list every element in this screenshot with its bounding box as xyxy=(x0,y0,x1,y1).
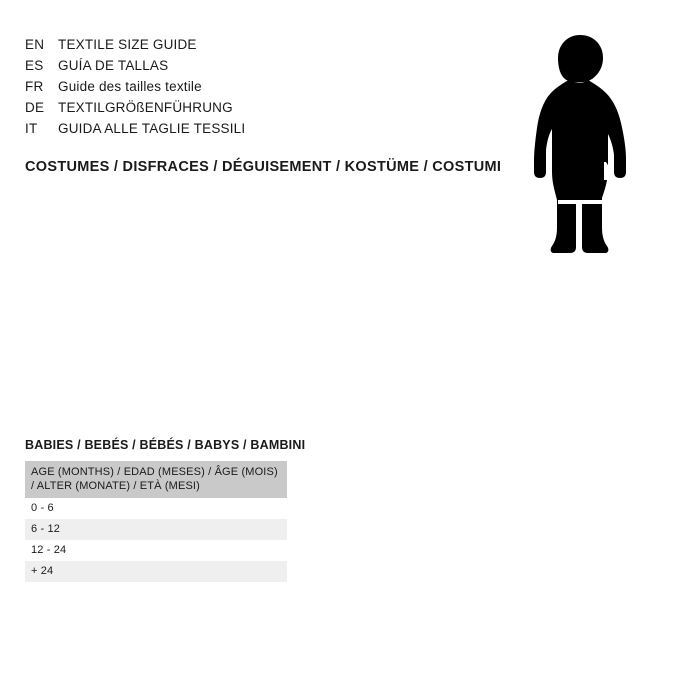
language-code-de: DE xyxy=(25,100,45,115)
table-cell-age: + 24 xyxy=(25,561,287,582)
language-code-en: EN xyxy=(25,37,45,52)
language-text-de: TEXTILGRÖßENFÜHRUNG xyxy=(58,100,233,115)
language-code-es: ES xyxy=(25,58,44,73)
table-row xyxy=(25,519,287,540)
category-title: COSTUMES / DISFRACES / DÉGUISEMENT / KOSTÜME / COSTUMI xyxy=(25,159,502,175)
language-text-es: GUÍA DE TALLAS xyxy=(58,58,169,73)
language-text-it: GUIDA ALLE TAGLIE TESSILI xyxy=(58,121,246,136)
language-row-es xyxy=(25,55,445,76)
language-row-it xyxy=(25,118,445,139)
table-row xyxy=(25,540,287,561)
language-row-fr xyxy=(25,76,445,97)
size-table xyxy=(25,461,287,582)
language-list xyxy=(25,34,445,139)
table-row xyxy=(25,498,287,519)
table-header-row xyxy=(25,461,287,498)
language-text-en: TEXTILE SIZE GUIDE xyxy=(58,37,197,52)
language-code-it: IT xyxy=(25,121,38,136)
language-text-fr: Guide des tailles textile xyxy=(58,79,202,94)
size-table-title: BABIES / BEBÉS / BÉBÉS / BABYS / BAMBINI xyxy=(25,438,306,452)
table-cell-age: 6 - 12 xyxy=(25,519,287,540)
table-header-age: AGE (MONTHS) / EDAD (MESES) / ÂGE (MOIS) / ALTER (MONATE) / ETÀ (MESI) xyxy=(25,461,287,498)
toddler-silhouette-icon xyxy=(500,22,660,262)
table-cell-age: 0 - 6 xyxy=(25,498,287,519)
table-row xyxy=(25,561,287,582)
table-cell-age: 12 - 24 xyxy=(25,540,287,561)
language-code-fr: FR xyxy=(25,79,44,94)
language-row-en xyxy=(25,34,445,55)
size-table-section xyxy=(25,438,306,582)
language-row-de xyxy=(25,97,445,118)
